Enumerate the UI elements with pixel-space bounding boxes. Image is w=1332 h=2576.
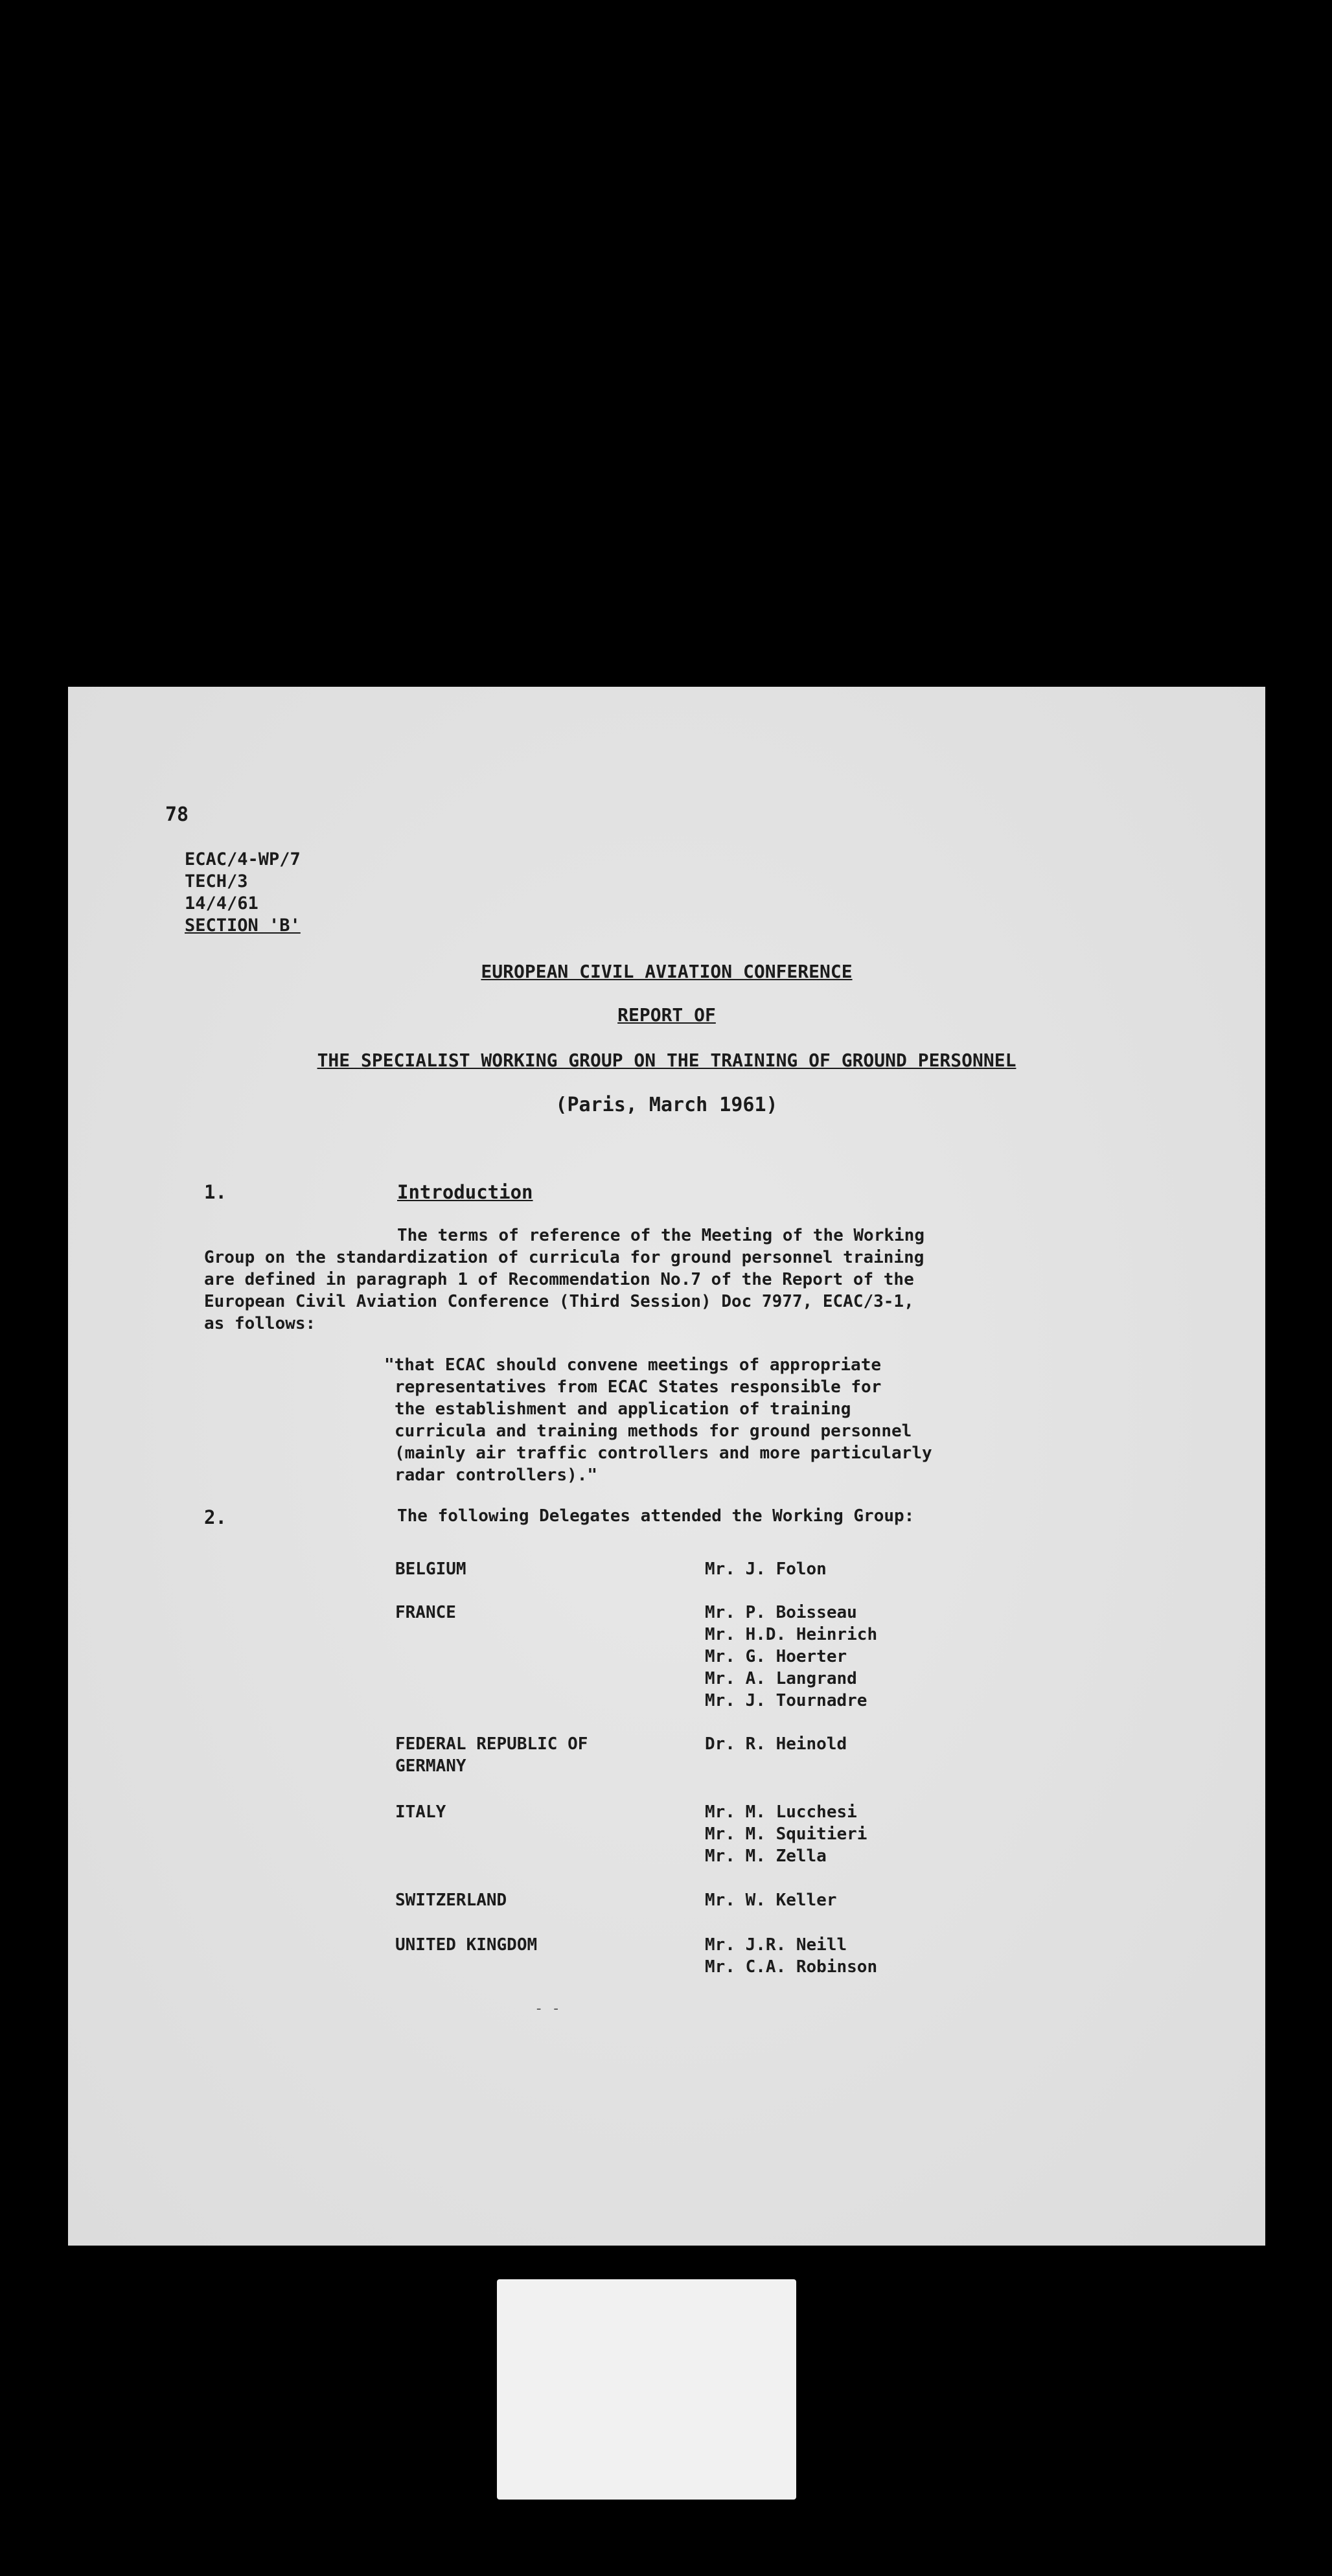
delegate: Mr. M. Squitieri [705, 1824, 867, 1844]
report-of-heading: REPORT OF [617, 1004, 716, 1026]
delegation-members [705, 1602, 877, 1712]
delegation-members [705, 1558, 827, 1580]
delegation-country: FEDERAL REPUBLIC OF GERMANY [395, 1734, 588, 1776]
quote-line: (mainly air traffic controllers and more particularly [395, 1443, 932, 1463]
delegate: Dr. R. Heinold [705, 1734, 847, 1754]
introduction-paragraph [204, 1225, 1059, 1335]
delegation-members [705, 1889, 837, 1911]
place-date-heading: (Paris, March 1961) [555, 1094, 778, 1116]
quote-line: the establishment and application of training [395, 1399, 851, 1419]
delegation-country: SWITZERLAND [395, 1891, 507, 1910]
paragraph-line: as follows: [204, 1314, 316, 1333]
section-number: 2. [204, 1506, 227, 1528]
document-page [68, 687, 1265, 2246]
delegate: Mr. G. Hoerter [705, 1647, 847, 1666]
quote-line: representatives from ECAC States responsible for [395, 1377, 882, 1397]
delegation-country: ITALY [395, 1802, 446, 1822]
blank-card [497, 2279, 796, 2500]
delegate: Mr. P. Boisseau [705, 1603, 857, 1622]
group-heading: THE SPECIALIST WORKING GROUP ON THE TRAINING OF GROUND PERSONNEL [317, 1050, 1016, 1071]
reference-block [185, 849, 301, 937]
page-number: 78 [165, 803, 189, 826]
delegation-country: UNITED KINGDOM [395, 1935, 538, 1955]
delegate: Mr. W. Keller [705, 1891, 837, 1910]
delegation-members [705, 1801, 867, 1867]
section-number: 1. [204, 1181, 227, 1203]
conference-heading: EUROPEAN CIVIL AVIATION CONFERENCE [481, 961, 853, 982]
delegate: Mr. M. Lucchesi [705, 1802, 857, 1822]
delegate: Mr. M. Zella [705, 1846, 827, 1866]
paragraph-line: The terms of reference of the Meeting of the Working [397, 1226, 924, 1245]
delegation-members [705, 1733, 847, 1755]
quote-line: radar controllers)." [395, 1466, 598, 1485]
reference-line: TECH/3 [185, 871, 248, 891]
delegation-country: BELGIUM [395, 1559, 466, 1579]
section-title: Introduction [397, 1181, 533, 1203]
delegate: Mr. H.D. Heinrich [705, 1625, 878, 1644]
delegate: Mr. J.R. Neill [705, 1935, 847, 1955]
quote-line: curricula and training methods for ground personnel [395, 1421, 912, 1441]
delegate: Mr. J. Folon [705, 1559, 827, 1579]
paragraph-line: European Civil Aviation Conference (Third Session) Doc 7977, ECAC/3-1, [204, 1292, 914, 1311]
quote-line: "that ECAC should convene meetings of appropriate [384, 1355, 882, 1375]
recommendation-quote [384, 1354, 932, 1486]
delegation-country: FRANCE [395, 1603, 456, 1622]
reference-section: SECTION 'B' [185, 915, 301, 936]
delegate: Mr. A. Langrand [705, 1669, 857, 1688]
delegates-intro: The following Delegates attended the Working Group: [397, 1506, 915, 1526]
reference-line: 14/4/61 [185, 893, 258, 914]
delegate: Mr. C.A. Robinson [705, 1957, 878, 1977]
delegate: Mr. J. Tournadre [705, 1691, 867, 1710]
footer-mark: - - [534, 2001, 560, 2017]
paragraph-line: Group on the standardization of curricula for ground personnel training [204, 1248, 924, 1267]
reference-line: ECAC/4-WP/7 [185, 849, 301, 869]
delegation-members [705, 1934, 877, 1978]
paragraph-line: are defined in paragraph 1 of Recommendation No.7 of the Report of the [204, 1270, 914, 1289]
